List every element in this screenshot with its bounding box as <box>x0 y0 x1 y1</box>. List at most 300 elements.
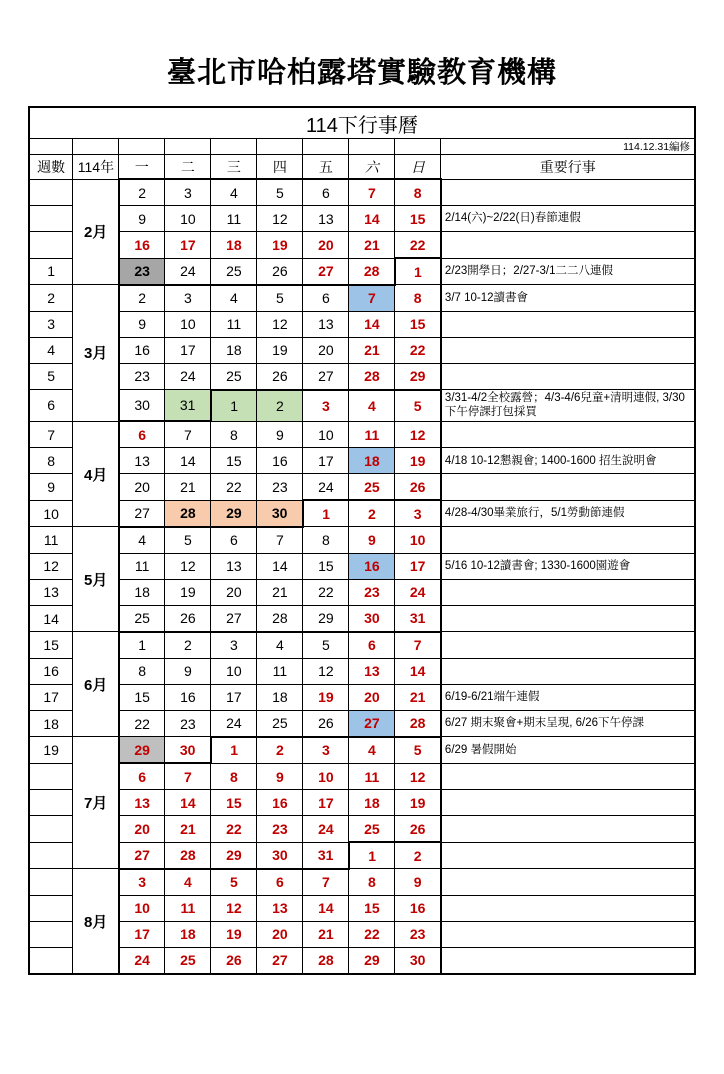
week-number-cell: 3 <box>29 311 73 337</box>
event-cell <box>441 632 695 659</box>
calendar-week-row <box>29 816 695 843</box>
week-number-cell: 18 <box>29 710 73 737</box>
day-cell: 7 <box>165 421 211 448</box>
day-cell: 21 <box>395 684 441 710</box>
day-cell: 29 <box>395 363 441 390</box>
calendar-week-row <box>29 390 695 422</box>
day-cell: 27 <box>119 842 165 869</box>
day-cell: 22 <box>303 579 349 605</box>
calendar-week-row <box>29 790 695 816</box>
day-cell: 26 <box>395 816 441 843</box>
day-cell: 10 <box>165 311 211 337</box>
day-cell: 6 <box>119 763 165 790</box>
day-cell: 1 <box>395 258 441 285</box>
day-cell: 14 <box>165 790 211 816</box>
day-cell: 2 <box>119 179 165 206</box>
day-cell: 7 <box>303 869 349 896</box>
day-cell: 13 <box>303 206 349 232</box>
day-cell: 20 <box>211 579 257 605</box>
day-cell: 13 <box>349 658 395 684</box>
calendar-week-row <box>29 474 695 501</box>
month-label-cell: 2月 <box>73 179 119 285</box>
day-cell: 30 <box>257 842 303 869</box>
day-cell: 11 <box>119 553 165 579</box>
day-cell: 31 <box>395 605 441 632</box>
day-cell: 13 <box>119 448 165 474</box>
day-cell: 23 <box>119 363 165 390</box>
day-cell: 27 <box>303 363 349 390</box>
month-label-cell: 6月 <box>73 632 119 737</box>
week-number-cell <box>29 179 73 206</box>
day-cell: 4 <box>211 285 257 312</box>
day-cell: 28 <box>165 500 211 527</box>
col-header-fri: 五 <box>303 155 349 180</box>
empty-cell <box>165 139 211 155</box>
day-cell: 30 <box>165 737 211 764</box>
day-cell: 12 <box>395 421 441 448</box>
day-cell: 5 <box>395 737 441 764</box>
week-number-cell <box>29 842 73 869</box>
day-cell: 7 <box>165 763 211 790</box>
day-cell: 19 <box>395 790 441 816</box>
day-cell: 30 <box>349 605 395 632</box>
event-cell <box>441 842 695 869</box>
week-number-cell: 9 <box>29 474 73 501</box>
event-cell: 5/16 10-12讀書會; 1330-1600園遊會 <box>441 553 695 579</box>
event-cell <box>441 311 695 337</box>
calendar-week-row <box>29 947 695 974</box>
day-cell: 9 <box>257 421 303 448</box>
col-header-sun: 日 <box>395 155 441 180</box>
calendar-week-row <box>29 658 695 684</box>
day-cell: 15 <box>349 895 395 921</box>
day-cell: 23 <box>257 474 303 501</box>
day-cell: 19 <box>303 684 349 710</box>
day-cell: 23 <box>257 816 303 843</box>
day-cell: 15 <box>395 206 441 232</box>
day-cell: 9 <box>119 206 165 232</box>
day-cell: 21 <box>349 232 395 259</box>
week-number-cell: 7 <box>29 421 73 448</box>
week-number-cell: 4 <box>29 337 73 363</box>
day-cell: 25 <box>349 816 395 843</box>
week-number-cell <box>29 921 73 947</box>
day-cell: 19 <box>395 448 441 474</box>
calendar-week-row <box>29 684 695 710</box>
day-cell: 16 <box>395 895 441 921</box>
event-cell <box>441 605 695 632</box>
calendar-week-row <box>29 605 695 632</box>
calendar-week-row <box>29 500 695 527</box>
calendar-week-row <box>29 363 695 390</box>
day-cell: 8 <box>303 527 349 554</box>
calendar-week-row <box>29 632 695 659</box>
event-cell: 6/29 暑假開始 <box>441 737 695 764</box>
day-cell: 6 <box>257 869 303 896</box>
day-cell: 14 <box>257 553 303 579</box>
day-cell: 18 <box>257 684 303 710</box>
day-cell: 21 <box>303 921 349 947</box>
empty-cell <box>395 139 441 155</box>
day-cell: 15 <box>119 684 165 710</box>
month-label-cell: 3月 <box>73 285 119 422</box>
day-cell: 1 <box>119 632 165 659</box>
calendar-table <box>28 106 696 975</box>
day-cell: 25 <box>349 474 395 501</box>
day-cell: 20 <box>349 684 395 710</box>
day-cell: 30 <box>119 390 165 422</box>
day-cell: 17 <box>303 448 349 474</box>
day-cell: 26 <box>395 474 441 501</box>
col-header-wed: 三 <box>211 155 257 180</box>
day-cell: 20 <box>303 337 349 363</box>
day-cell: 5 <box>257 285 303 312</box>
day-cell: 14 <box>349 311 395 337</box>
day-cell: 28 <box>349 363 395 390</box>
day-cell: 15 <box>303 553 349 579</box>
week-number-cell <box>29 790 73 816</box>
col-header-thu: 四 <box>257 155 303 180</box>
empty-cell <box>29 139 73 155</box>
day-cell: 20 <box>257 921 303 947</box>
day-cell: 12 <box>303 658 349 684</box>
calendar-heading: 114下行事曆 <box>29 107 695 139</box>
day-cell: 8 <box>119 658 165 684</box>
empty-cell <box>349 139 395 155</box>
day-cell: 22 <box>211 816 257 843</box>
day-cell: 28 <box>395 710 441 737</box>
day-cell: 14 <box>165 448 211 474</box>
day-cell: 7 <box>395 632 441 659</box>
week-number-cell: 8 <box>29 448 73 474</box>
day-cell: 11 <box>349 763 395 790</box>
day-cell: 17 <box>395 553 441 579</box>
day-cell: 17 <box>165 337 211 363</box>
event-cell: 2/23開學日；2/27-3/1二二八連假 <box>441 258 695 285</box>
event-cell <box>441 527 695 554</box>
calendar-week-row <box>29 921 695 947</box>
calendar-week-row <box>29 421 695 448</box>
day-cell: 18 <box>349 448 395 474</box>
day-cell: 9 <box>165 658 211 684</box>
day-cell: 22 <box>119 710 165 737</box>
day-cell: 3 <box>303 737 349 764</box>
calendar-week-row <box>29 179 695 206</box>
day-cell: 19 <box>257 337 303 363</box>
week-number-cell: 2 <box>29 285 73 312</box>
calendar-week-row <box>29 258 695 285</box>
day-cell: 22 <box>211 474 257 501</box>
day-cell: 9 <box>257 763 303 790</box>
day-cell: 26 <box>257 258 303 285</box>
week-number-cell <box>29 869 73 896</box>
week-number-cell <box>29 763 73 790</box>
day-cell: 16 <box>119 337 165 363</box>
event-cell: 6/27 期末聚會+期末呈現, 6/26下午停課 <box>441 710 695 737</box>
day-cell: 6 <box>119 421 165 448</box>
month-label-cell: 4月 <box>73 421 119 527</box>
day-cell: 29 <box>211 500 257 527</box>
day-cell: 20 <box>119 816 165 843</box>
day-cell: 3 <box>119 869 165 896</box>
header-row <box>29 155 695 180</box>
week-number-cell: 15 <box>29 632 73 659</box>
day-cell: 19 <box>165 579 211 605</box>
week-number-cell <box>29 816 73 843</box>
event-cell <box>441 363 695 390</box>
day-cell: 28 <box>165 842 211 869</box>
day-cell: 10 <box>165 206 211 232</box>
day-cell: 29 <box>349 947 395 974</box>
day-cell: 10 <box>303 421 349 448</box>
day-cell: 15 <box>395 311 441 337</box>
week-number-cell: 11 <box>29 527 73 554</box>
event-cell <box>441 763 695 790</box>
col-header-tue: 二 <box>165 155 211 180</box>
day-cell: 13 <box>119 790 165 816</box>
day-cell: 30 <box>395 947 441 974</box>
col-header-week: 週數 <box>29 155 73 180</box>
calendar-week-row <box>29 842 695 869</box>
empty-cell <box>257 139 303 155</box>
day-cell: 10 <box>303 763 349 790</box>
day-cell: 20 <box>303 232 349 259</box>
week-number-cell: 1 <box>29 258 73 285</box>
day-cell: 3 <box>165 285 211 312</box>
day-cell: 2 <box>349 500 395 527</box>
calendar-week-row <box>29 579 695 605</box>
day-cell: 14 <box>349 206 395 232</box>
col-header-events: 重要行事 <box>441 155 695 180</box>
day-cell: 16 <box>257 790 303 816</box>
day-cell: 24 <box>119 947 165 974</box>
calendar-week-row <box>29 337 695 363</box>
day-cell: 20 <box>119 474 165 501</box>
day-cell: 13 <box>211 553 257 579</box>
week-number-cell <box>29 895 73 921</box>
day-cell: 21 <box>165 474 211 501</box>
day-cell: 1 <box>349 842 395 869</box>
day-cell: 5 <box>165 527 211 554</box>
day-cell: 25 <box>211 363 257 390</box>
day-cell: 17 <box>165 232 211 259</box>
day-cell: 25 <box>119 605 165 632</box>
day-cell: 26 <box>165 605 211 632</box>
day-cell: 15 <box>211 448 257 474</box>
week-number-cell: 13 <box>29 579 73 605</box>
day-cell: 29 <box>303 605 349 632</box>
day-cell: 11 <box>165 895 211 921</box>
day-cell: 16 <box>119 232 165 259</box>
week-number-cell: 6 <box>29 390 73 422</box>
calendar-week-row <box>29 285 695 312</box>
day-cell: 5 <box>257 179 303 206</box>
day-cell: 31 <box>165 390 211 422</box>
event-cell <box>441 790 695 816</box>
event-cell <box>441 869 695 896</box>
day-cell: 9 <box>349 527 395 554</box>
event-cell <box>441 337 695 363</box>
day-cell: 16 <box>165 684 211 710</box>
day-cell: 11 <box>257 658 303 684</box>
day-cell: 8 <box>211 763 257 790</box>
day-cell: 25 <box>165 947 211 974</box>
day-cell: 4 <box>119 527 165 554</box>
day-cell: 23 <box>119 258 165 285</box>
day-cell: 17 <box>119 921 165 947</box>
day-cell: 18 <box>211 337 257 363</box>
day-cell: 2 <box>119 285 165 312</box>
day-cell: 17 <box>211 684 257 710</box>
calendar-week-row <box>29 710 695 737</box>
col-header-mon: 一 <box>119 155 165 180</box>
week-number-cell: 16 <box>29 658 73 684</box>
day-cell: 4 <box>211 179 257 206</box>
day-cell: 28 <box>257 605 303 632</box>
day-cell: 27 <box>257 947 303 974</box>
day-cell: 23 <box>165 710 211 737</box>
month-label-cell: 8月 <box>73 869 119 974</box>
page-title: 臺北市哈柏露塔實驗教育機構 <box>166 57 557 89</box>
day-cell: 2 <box>257 737 303 764</box>
calendar-heading-row <box>29 107 695 139</box>
day-cell: 18 <box>349 790 395 816</box>
day-cell: 10 <box>395 527 441 554</box>
empty-cell <box>211 139 257 155</box>
day-cell: 31 <box>303 842 349 869</box>
event-cell: 3/7 10-12讀書會 <box>441 285 695 312</box>
day-cell: 2 <box>165 632 211 659</box>
event-cell: 3/31-4/2全校露營；4/3-4/6兒童+清明連假, 3/30下午停課打包採買 <box>441 390 695 422</box>
day-cell: 1 <box>303 500 349 527</box>
day-cell: 27 <box>349 710 395 737</box>
day-cell: 24 <box>303 474 349 501</box>
day-cell: 12 <box>257 311 303 337</box>
event-cell <box>441 658 695 684</box>
calendar-week-row <box>29 232 695 259</box>
day-cell: 26 <box>257 363 303 390</box>
col-header-year: 114年 <box>73 155 119 180</box>
day-cell: 29 <box>211 842 257 869</box>
day-cell: 6 <box>349 632 395 659</box>
day-cell: 21 <box>257 579 303 605</box>
day-cell: 6 <box>303 285 349 312</box>
day-cell: 27 <box>211 605 257 632</box>
month-label-cell: 5月 <box>73 527 119 632</box>
event-cell: 4/28-4/30畢業旅行，5/1勞動節連假 <box>441 500 695 527</box>
day-cell: 4 <box>257 632 303 659</box>
calendar-week-row <box>29 895 695 921</box>
day-cell: 7 <box>257 527 303 554</box>
day-cell: 24 <box>303 816 349 843</box>
revision-row <box>29 139 695 155</box>
day-cell: 9 <box>119 311 165 337</box>
day-cell: 24 <box>211 710 257 737</box>
day-cell: 15 <box>211 790 257 816</box>
revision-note: 114.12.31編修 <box>441 139 695 155</box>
day-cell: 26 <box>211 947 257 974</box>
calendar-week-row <box>29 553 695 579</box>
event-cell <box>441 179 695 206</box>
day-cell: 8 <box>395 179 441 206</box>
day-cell: 17 <box>303 790 349 816</box>
day-cell: 2 <box>395 842 441 869</box>
day-cell: 12 <box>395 763 441 790</box>
day-cell: 8 <box>349 869 395 896</box>
empty-cell <box>303 139 349 155</box>
day-cell: 16 <box>257 448 303 474</box>
day-cell: 5 <box>395 390 441 422</box>
col-header-sat: 六 <box>349 155 395 180</box>
day-cell: 21 <box>165 816 211 843</box>
day-cell: 1 <box>211 737 257 764</box>
day-cell: 7 <box>349 285 395 312</box>
day-cell: 21 <box>349 337 395 363</box>
day-cell: 22 <box>395 337 441 363</box>
empty-cell <box>119 139 165 155</box>
day-cell: 12 <box>211 895 257 921</box>
day-cell: 5 <box>211 869 257 896</box>
day-cell: 18 <box>211 232 257 259</box>
day-cell: 19 <box>211 921 257 947</box>
day-cell: 29 <box>119 737 165 764</box>
day-cell: 4 <box>349 737 395 764</box>
week-number-cell: 17 <box>29 684 73 710</box>
day-cell: 8 <box>395 285 441 312</box>
empty-cell <box>73 139 119 155</box>
week-number-cell <box>29 947 73 974</box>
day-cell: 27 <box>119 500 165 527</box>
calendar-week-row <box>29 527 695 554</box>
day-cell: 24 <box>165 363 211 390</box>
calendar-week-row <box>29 206 695 232</box>
day-cell: 23 <box>349 579 395 605</box>
day-cell: 28 <box>349 258 395 285</box>
day-cell: 6 <box>303 179 349 206</box>
day-cell: 30 <box>257 500 303 527</box>
day-cell: 19 <box>257 232 303 259</box>
event-cell <box>441 474 695 501</box>
week-number-cell: 12 <box>29 553 73 579</box>
week-number-cell: 10 <box>29 500 73 527</box>
event-cell <box>441 579 695 605</box>
day-cell: 3 <box>395 500 441 527</box>
day-cell: 14 <box>303 895 349 921</box>
calendar-week-row <box>29 737 695 764</box>
day-cell: 13 <box>257 895 303 921</box>
event-cell: 2/14(六)~2/22(日)春節連假 <box>441 206 695 232</box>
day-cell: 8 <box>211 421 257 448</box>
calendar-week-row <box>29 448 695 474</box>
week-number-cell: 14 <box>29 605 73 632</box>
day-cell: 26 <box>303 710 349 737</box>
week-number-cell <box>29 232 73 259</box>
event-cell <box>441 421 695 448</box>
day-cell: 5 <box>303 632 349 659</box>
day-cell: 3 <box>165 179 211 206</box>
day-cell: 22 <box>395 232 441 259</box>
event-cell: 4/18 10-12懇親會; 1400-1600 招生說明會 <box>441 448 695 474</box>
week-number-cell <box>29 206 73 232</box>
day-cell: 24 <box>165 258 211 285</box>
day-cell: 13 <box>303 311 349 337</box>
day-cell: 23 <box>395 921 441 947</box>
day-cell: 27 <box>303 258 349 285</box>
calendar-week-row <box>29 763 695 790</box>
event-cell <box>441 232 695 259</box>
day-cell: 12 <box>165 553 211 579</box>
day-cell: 12 <box>257 206 303 232</box>
